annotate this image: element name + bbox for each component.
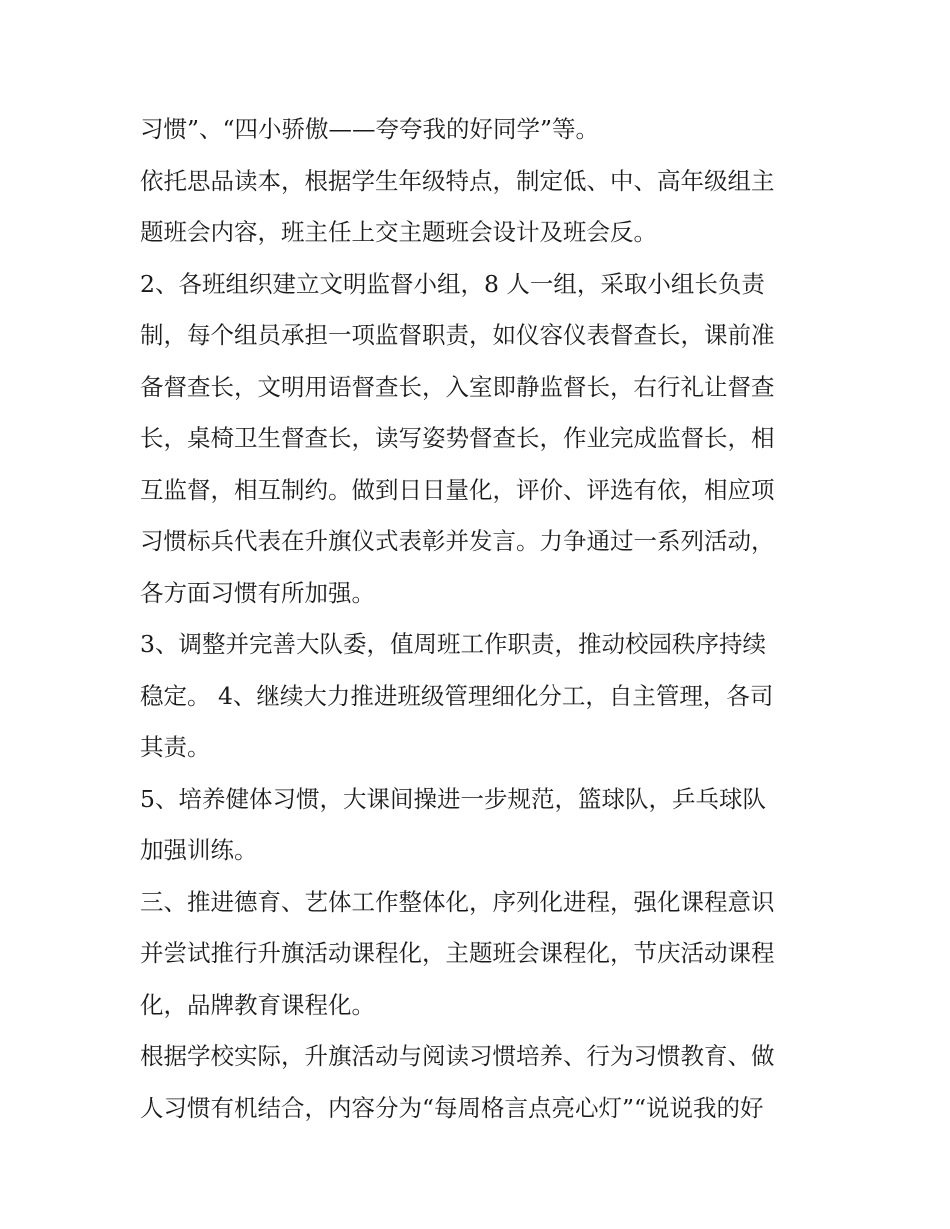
text-line: 并尝试推行升旗活动课程化，主题班会课程化，节庆活动课程 — [140, 939, 775, 967]
text-line: 根据学校实际，升旗活动与阅读习惯培养、行为习惯教育、做 — [140, 1042, 775, 1070]
document-body — [140, 104, 830, 1134]
text-line: 2、各班组织建立文明监督小组，8 人一组，采取小组长负责 — [140, 269, 765, 298]
text-line: 稳定。 4、继续大力推进班级管理细化分工，自主管理，各司 — [140, 681, 774, 710]
text-line: 三、推进德育、艺体工作整体化，序列化进程，强化课程意识 — [140, 887, 775, 916]
text-line: 依托思品读本，根据学生年级特点，制定低、中、高年级组主 — [140, 166, 775, 195]
text-line: 习惯”、“四小骄傲——夸夸我的好同学”等。 — [140, 115, 600, 143]
text-line: 长，桌椅卫生督查长，读写姿势督查长，作业完成监督长，相 — [140, 424, 775, 452]
text-line: 备督查长，文明用语督查长，入室即静监督长，右行礼让督查 — [140, 372, 775, 401]
text-line: 题班会内容，班主任上交主题班会设计及班会反。 — [140, 218, 657, 246]
text-line: 化，品牌教育课程化。 — [140, 990, 375, 1019]
text-line: 人习惯有机结合，内容分为“每周格言点亮心灯”“说说我的好 — [140, 1093, 764, 1122]
text-line: 互监督，相互制约。做到日日量化，评价、评选有依，相应项 — [140, 475, 775, 504]
text-line: 5、培养健体习惯，大课间操进一步规范，篮球队，乒乓球队 — [140, 784, 766, 813]
text-line: 习惯标兵代表在升旗仪式表彰并发言。力争通过一系列活动， — [140, 527, 775, 555]
text-line: 制，每个组员承担一项监督职责，如仪容仪表督查长，课前准 — [140, 321, 775, 349]
text-line: 加强训练。 — [140, 836, 258, 864]
text-line: 其责。 — [140, 733, 211, 761]
text-line: 各方面习惯有所加强。 — [140, 578, 375, 607]
text-line: 3、调整并完善大队委，值周班工作职责，推动校园秩序持续 — [140, 630, 766, 658]
